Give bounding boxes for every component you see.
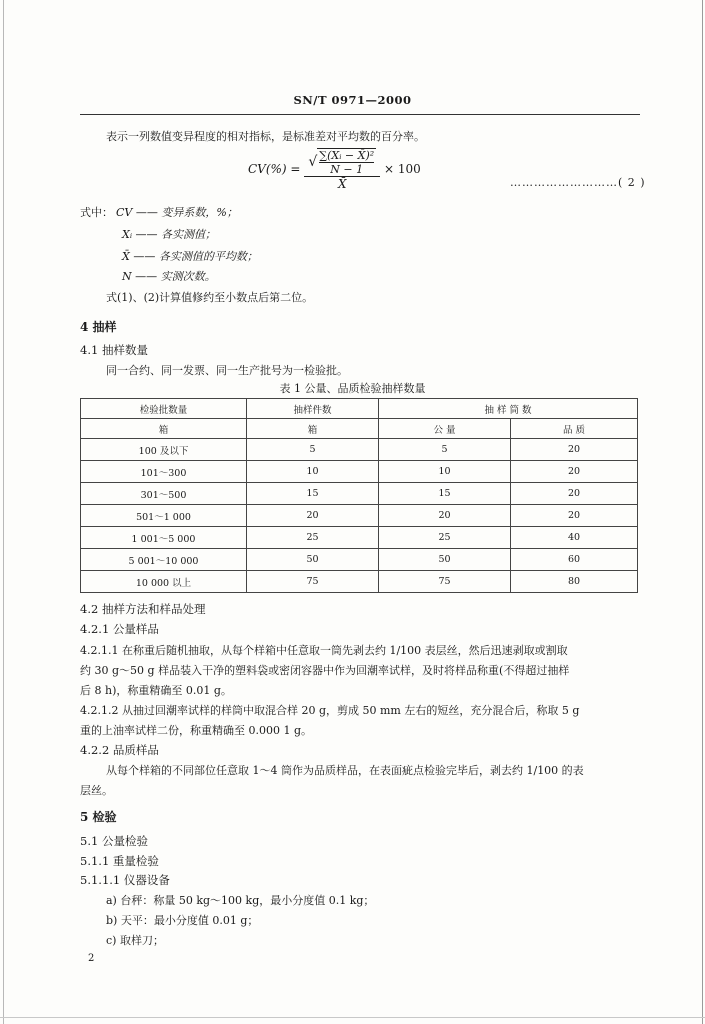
cell-cases: 15 <box>247 483 379 505</box>
sampling-table <box>80 398 638 593</box>
table-row <box>81 549 638 571</box>
cell-batch: 301～500 <box>81 483 247 505</box>
cell-quality: 20 <box>511 461 638 483</box>
formula-n-minus-1: N − 1 <box>319 162 374 176</box>
para-4-2-1-1-line-3: 后 8 h)，称重精确至 0.01 g。 <box>80 684 232 697</box>
cell-batch: 1 001～5 000 <box>81 527 247 549</box>
para-4-2-1-2-line-2: 重的上油率试样二份，称重精确至 0.000 1 g。 <box>80 724 313 737</box>
header-quality: 品 质 <box>511 419 638 439</box>
doc-code-header: SN/T 0971—2000 <box>293 93 412 107</box>
cell-batch: 101～300 <box>81 461 247 483</box>
cell-weight: 75 <box>379 571 511 593</box>
cell-batch: 5 001～10 000 <box>81 549 247 571</box>
table-row <box>81 439 638 461</box>
cell-weight: 25 <box>379 527 511 549</box>
header-weight: 公 量 <box>379 419 511 439</box>
para-4-2-2-line-1: 从每个样箱的不同部位任意取 1～4 筒作为品质样品，在表面疵点检验完毕后，剥去约 1/100 的表 <box>106 764 584 777</box>
def-xi: Xᵢ —— 各实测值； <box>122 228 217 241</box>
rounding-note: 式(1)、(2)计算值修约至小数点后第二位。 <box>106 291 314 304</box>
para-4-2-2-line-2: 层丝。 <box>80 784 113 797</box>
para-4-2-1-1-line-2: 约 30 g～50 g 样品装入干净的塑料袋或密闭容器中作为回潮率试样，及时将样品称重(不得超过抽样 <box>80 664 570 677</box>
section-4-2-title: 4.2 抽样方法和样品处理 <box>80 602 206 616</box>
scan-edge-left <box>3 0 4 1024</box>
para-4-2-1-2-line-1: 4.2.1.2 从抽过回潮率试样的样筒中取混合样 20 g，剪成 50 mm 左右的短丝，充分混合后，称取 5 g <box>80 704 580 717</box>
header-batch: 检验批数量 <box>81 399 247 419</box>
cell-batch: 10 000 以上 <box>81 571 247 593</box>
cell-weight: 50 <box>379 549 511 571</box>
cell-cases: 10 <box>247 461 379 483</box>
equipment-item-b: b) 天平：最小分度值 0.01 g； <box>106 914 259 927</box>
section-4-1-text: 同一合约、同一发票、同一生产批号为一检验批。 <box>106 364 348 377</box>
formula-multiplier: × 100 <box>384 162 421 176</box>
formula-denominator: X̄ <box>304 176 380 191</box>
table-row <box>81 527 638 549</box>
header-rule <box>80 114 640 115</box>
cell-batch: 100 及以下 <box>81 439 247 461</box>
intro-text: 表示一列数值变异程度的相对指标，是标准差对平均数的百分率。 <box>106 130 425 143</box>
cell-quality: 20 <box>511 505 638 527</box>
cell-cases: 5 <box>247 439 379 461</box>
defs-prefix: 式中： <box>80 206 113 219</box>
cell-weight: 10 <box>379 461 511 483</box>
scan-edge-right <box>702 0 703 1024</box>
cell-weight: 20 <box>379 505 511 527</box>
scan-edge-bottom <box>0 1017 705 1018</box>
equation-number: ………………………( 2 ) <box>510 176 646 189</box>
table-row <box>81 461 638 483</box>
def-n: N —— 实测次数。 <box>122 270 216 283</box>
cell-cases: 50 <box>247 549 379 571</box>
section-4-1-title: 4.1 抽样数量 <box>80 343 148 357</box>
page-number: 2 <box>88 953 95 964</box>
para-4-2-1-1-line-1: 4.2.1.1 在称重后随机抽取，从每个样箱中任意取一筒先剥去约 1/100 表层丝，然后迅速剥取或割取 <box>80 644 568 657</box>
section-4-2-1-title: 4.2.1 公量样品 <box>80 622 159 636</box>
header-sample: 抽样件数 <box>247 399 379 419</box>
cv-formula <box>248 148 421 191</box>
formula-fraction: √ $\frac{\text{∑(Xᵢ − X̄)²}}{N - 1}$ X̄ <box>304 148 380 191</box>
cell-quality: 60 <box>511 549 638 571</box>
section-4-title: 4 抽样 <box>80 320 117 334</box>
section-5-1-title: 5.1 公量检验 <box>80 834 148 848</box>
def-xbar: X̄ —— 各实测值的平均数； <box>122 250 258 263</box>
header-sample-unit: 箱 <box>247 419 379 439</box>
section-5-1-1-1-title: 5.1.1.1 仪器设备 <box>80 873 170 887</box>
section-5-title: 5 检验 <box>80 810 117 824</box>
cell-quality: 80 <box>511 571 638 593</box>
def-cv: CV —— 变异系数，%； <box>116 206 238 219</box>
table-row <box>81 571 638 593</box>
section-5-1-1-title: 5.1.1 重量检验 <box>80 854 159 868</box>
cell-weight: 15 <box>379 483 511 505</box>
cell-weight: 5 <box>379 439 511 461</box>
table-caption: 表 1 公量、品质检验抽样数量 <box>279 382 426 395</box>
cell-quality: 40 <box>511 527 638 549</box>
cell-cases: 75 <box>247 571 379 593</box>
cell-quality: 20 <box>511 483 638 505</box>
table-row <box>81 483 638 505</box>
table-row <box>81 505 638 527</box>
formula-sum: ∑(Xᵢ − X̄)² <box>319 149 375 162</box>
cell-cases: 25 <box>247 527 379 549</box>
section-4-2-2-title: 4.2.2 品质样品 <box>80 743 159 757</box>
cell-cases: 20 <box>247 505 379 527</box>
equipment-item-c: c) 取样刀； <box>106 934 164 947</box>
header-batch-unit: 箱 <box>81 419 247 439</box>
formula-lhs: CV(%) = <box>248 162 301 176</box>
equipment-item-a: a) 台秤：称量 50 kg～100 kg，最小分度值 0.1 kg； <box>106 894 375 907</box>
cell-quality: 20 <box>511 439 638 461</box>
header-tubes: 抽 样 筒 数 <box>379 399 638 419</box>
cell-batch: 501～1 000 <box>81 505 247 527</box>
